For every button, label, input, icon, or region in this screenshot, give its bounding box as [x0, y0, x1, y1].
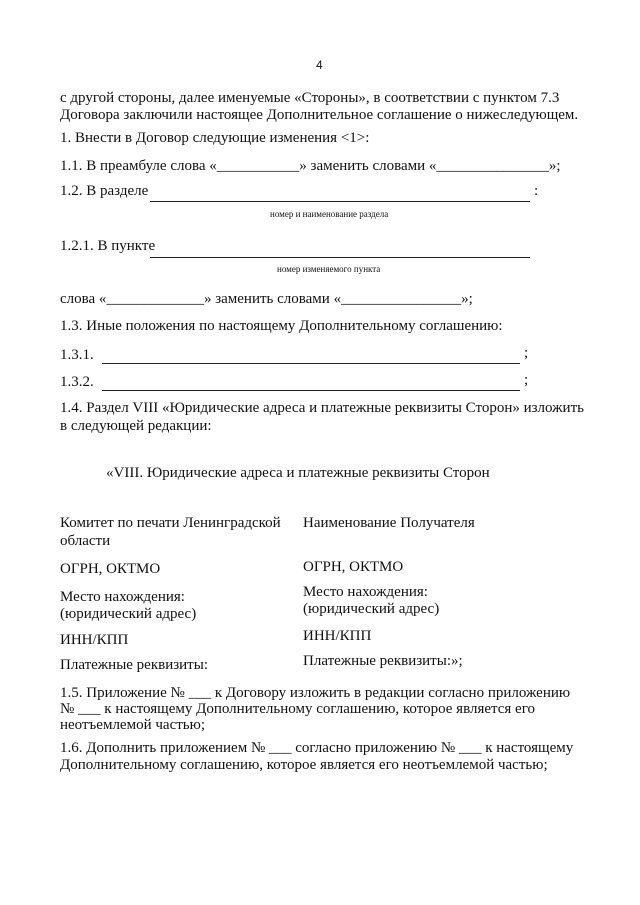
right-ogrn: ОГРН, ОКТМО [303, 559, 404, 575]
words-line [60, 291, 473, 308]
intro-line-1: с другой стороны, далее именуемые «Стороны», в соответствии с пунктом 7.3 [60, 90, 560, 106]
left-ogrn: ОГРН, ОКТМО [60, 561, 161, 577]
left-party-name-line-1: Комитет по печати Ленинградской [60, 515, 281, 531]
left-location-line-1: Место нахождения: [60, 589, 185, 605]
item-1-4-line-2: в следующей редакции: [60, 418, 212, 434]
words-blank1: _____________ [106, 291, 204, 307]
item-1-3-2-fill-line [102, 390, 520, 391]
words-part1: слова « [60, 291, 107, 307]
clause-caption: номер изменяемого пункта [277, 264, 381, 274]
item-1-1-part2: » заменить словами « [299, 158, 437, 174]
section-fill-line [150, 201, 530, 202]
item-1-2-1-label: 1.2.1. В пункте [60, 238, 156, 254]
item-1-2-end: : [534, 183, 539, 199]
item-1-3: 1.3. Иные положения по настоящему Дополнительному соглашению: [60, 318, 503, 334]
right-payment: Платежные реквизиты:»; [303, 653, 463, 669]
left-inn: ИНН/КПП [60, 632, 129, 648]
right-location-line-2: (юридический адрес) [303, 601, 440, 617]
item-1-6-line-2: Дополнительному соглашению, которое является его неотъемлемой частью; [60, 757, 548, 773]
item-1-5-line-2: № ___ к настоящему Дополнительному соглашению, которое является его [60, 701, 535, 717]
page-number: 4 [316, 58, 323, 72]
item-1-3-2-label: 1.3.2. [60, 374, 94, 390]
item-1-4-line-1: 1.4. Раздел VIII «Юридические адреса и платежные реквизиты Сторон» изложить [60, 400, 584, 416]
item-1-1-part3: »; [548, 158, 561, 174]
item-1-3-1-end: ; [524, 345, 529, 361]
item-1-5-line-1: 1.5. Приложение № ___ к Договору изложить в редакции согласно приложению [60, 685, 571, 701]
right-inn: ИНН/КПП [303, 628, 372, 644]
item-1-1-blank1: ___________ [216, 158, 300, 174]
item-1-1 [60, 158, 561, 175]
item-1-5-line-3: неотъемлемой частью; [60, 717, 205, 733]
words-blank2: ________________ [341, 291, 462, 307]
item-1: 1. Внести в Договор следующие изменения <1>: [60, 130, 370, 146]
right-location-line-1: Место нахождения: [303, 584, 428, 600]
left-location-line-2: (юридический адрес) [60, 606, 197, 622]
words-part2: » заменить словами « [203, 291, 342, 307]
clause-fill-line [150, 257, 530, 258]
item-1-3-2-end: ; [524, 372, 529, 388]
item-1-1-blank2: _______________ [436, 158, 549, 174]
item-1-6-line-1: 1.6. Дополнить приложением № ___ согласно приложению № ___ к настоящему [60, 740, 574, 756]
intro-line-2: Договора заключили настоящее Дополнительное соглашение о нижеследующем. [60, 107, 579, 123]
item-1-2-label: 1.2. В разделе [60, 183, 149, 199]
item-1-1-part1: 1.1. В преамбуле слова « [60, 158, 217, 174]
item-1-3-1-fill-line [102, 363, 520, 364]
left-payment: Платежные реквизиты: [60, 657, 208, 673]
right-party-name: Наименование Получателя [303, 515, 475, 531]
item-1-3-1-label: 1.3.1. [60, 347, 94, 363]
section-caption: номер и наименование раздела [270, 209, 389, 219]
words-part3: »; [461, 291, 473, 307]
section-title: «VIII. Юридические адреса и платежные реквизиты Сторон [106, 465, 490, 481]
left-party-name-line-2: области [60, 533, 111, 549]
